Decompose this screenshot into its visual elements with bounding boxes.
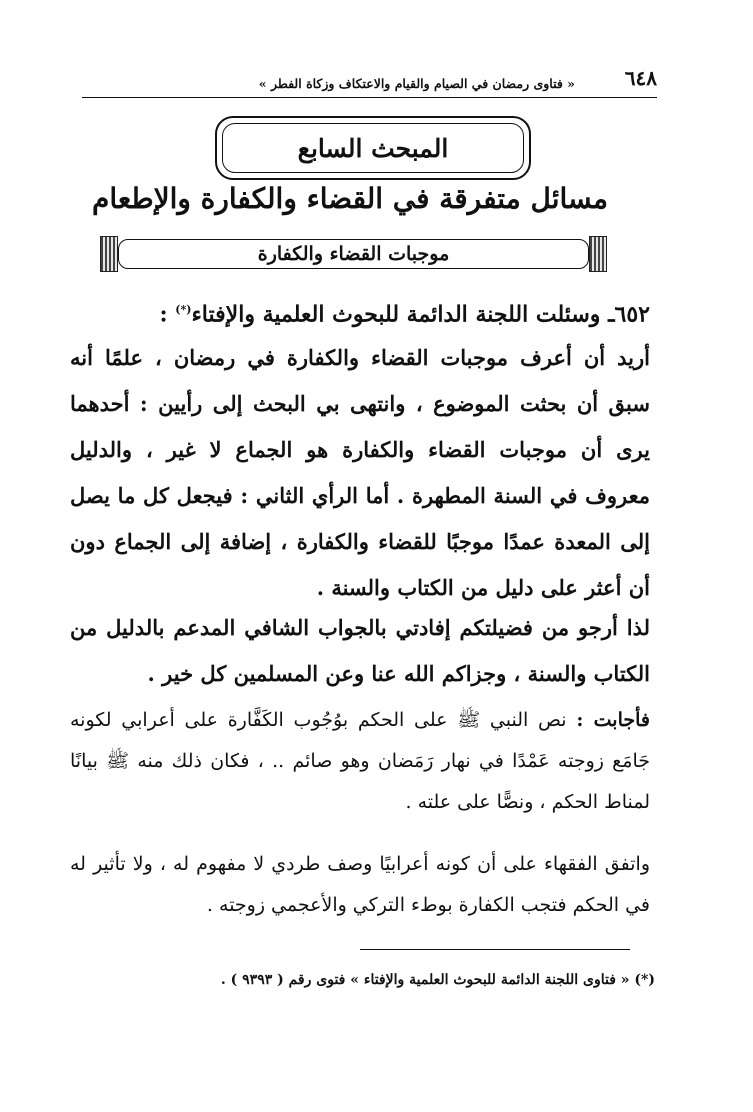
running-title: « فتاوى رمضان في الصيام والقيام والاعتكاف وزكاة الفطر » <box>258 76 575 91</box>
answer-lead: فأجابت : <box>576 709 650 731</box>
answer-paragraph-1-text: نص النبي ﷺ على الحكم بوُجُوب الكَفَّارة على أعرابي لكونه جَامَع زوجته عَمْدًا في نهار رَمَضان وهو صائم .. ، فكان ذلك منه ﷺ بيانًا لمناط الحكم ، ونصًّا على علته . <box>70 709 650 813</box>
answer-paragraph-1 <box>70 700 650 823</box>
section-title: مسائل متفرقة في القضاء والكفارة والإطعام <box>92 182 608 215</box>
subtitle: موجبات القضاء والكفارة <box>118 239 589 269</box>
banner-ornament-left <box>100 236 118 272</box>
question-heading <box>70 290 650 334</box>
footnote-marker: (*) <box>175 303 192 316</box>
page-number: ٦٤٨ <box>624 66 657 90</box>
header-rule <box>82 97 657 98</box>
footnote: (*) « فتاوى اللجنة الدائمة للبحوث العلمية والإفتاء » فتوى رقم ( ٩٣٩٣ ) . <box>220 972 655 988</box>
question-heading-colon: : <box>159 301 176 328</box>
question-paragraph-2: لذا أرجو من فضيلتكم إفادتي بالجواب الشافي المدعم بالدليل من الكتاب والسنة ، وجزاكم الله عنا وعن المسلمين كل خير . <box>70 615 650 686</box>
answer-paragraph-2: واتفق الفقهاء على أن كونه أعرابيًا وصف طردي لا مفهوم له ، ولا تأثير له في الحكم فتجب الكفارة بوطء التركي والأعجمي زوجته . <box>70 853 650 916</box>
question-paragraph-1: أريد أن أعرف موجبات القضاء والكفارة في رمضان ، علمًا أنه سبق أن بحثت الموضوع ، وانتهى بي البحث إلى رأيين : أحدهما يرى أن موجبات القضاء والكفارة هو الجماع لا غير ، والدليل معروف في السنة المطهرة . أما الرأي الثاني : فيجعل كل ما يصل إلى المعدة عمدًا موجبًا للقضاء والكفارة ، إضافة إلى الجماع دون أن أعثر على دليل من الكتاب والسنة . <box>70 345 650 600</box>
section-label: المبحث السابع <box>222 123 524 173</box>
page-header <box>82 66 657 98</box>
subtitle-banner <box>100 236 607 272</box>
section-label-frame <box>215 116 531 180</box>
banner-ornament-right <box>589 236 607 272</box>
footnote-rule <box>360 949 630 950</box>
question-heading-text: ٦٥٢ـ وسئلت اللجنة الدائمة للبحوث العلمية والإفتاء <box>191 301 650 328</box>
